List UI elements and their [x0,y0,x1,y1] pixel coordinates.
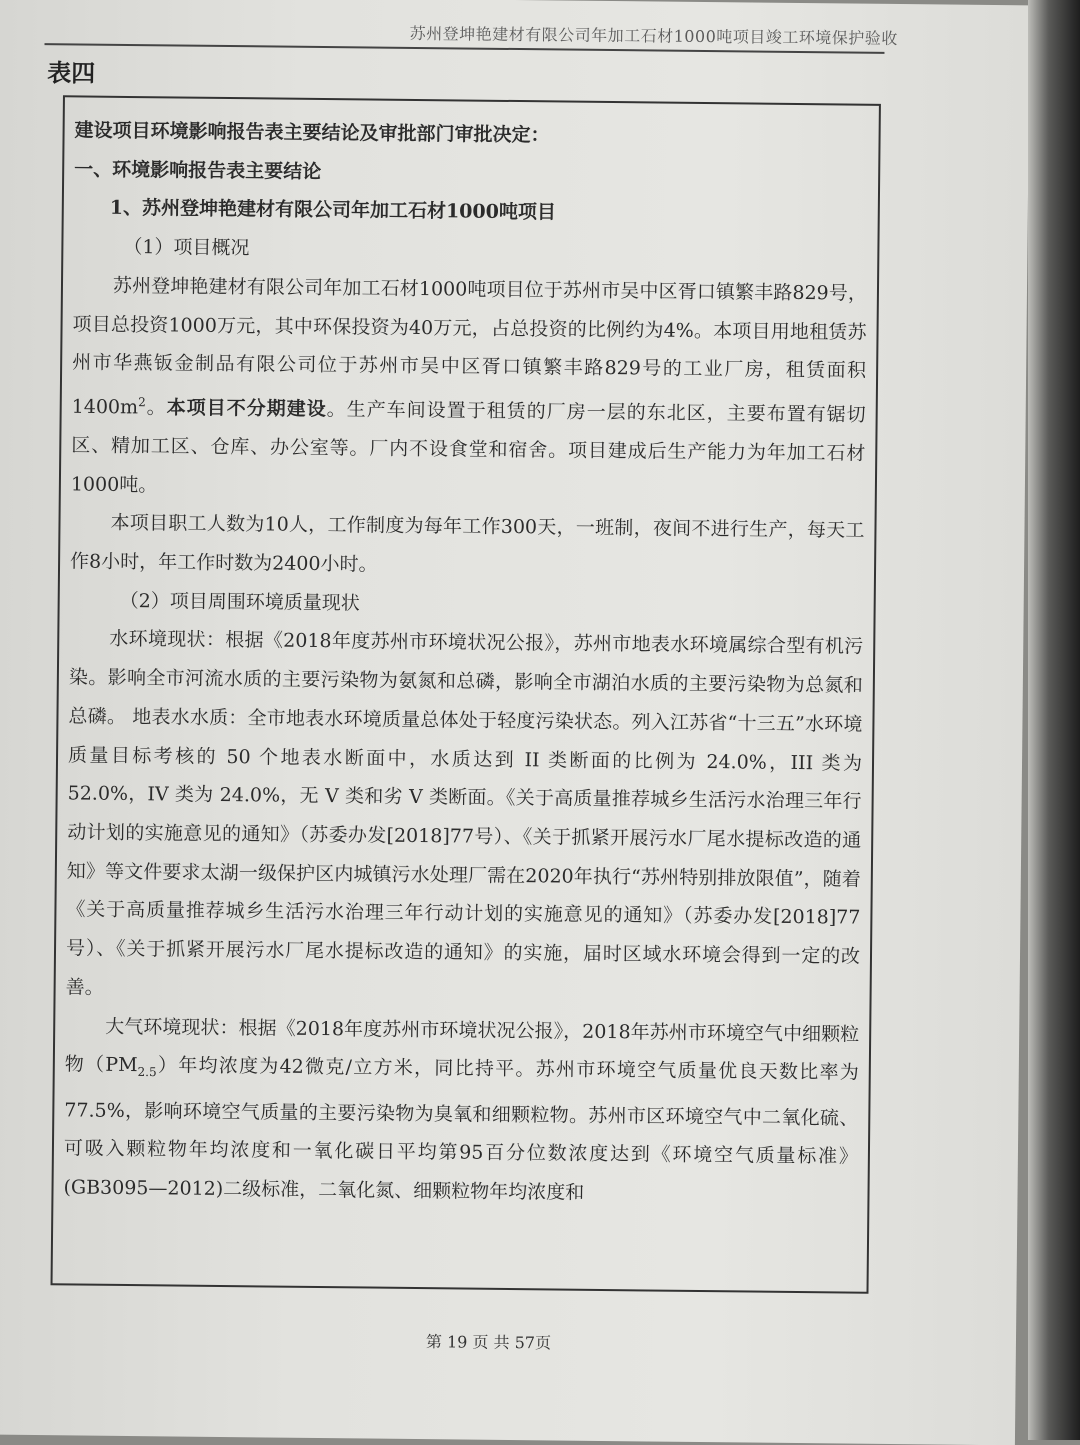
part1-para1-bold: 本项目不分期建设 [166,396,327,421]
section-subheading: 一、环境影响报告表主要结论 [74,158,322,183]
item-title: 1、苏州登坤艳建材有限公司年加工石材1000吨项目 [109,197,556,224]
air-para-text-b: ）年均浓度为42微克/立方米，同比持平。苏州市环境空气质量优良天数比率为 77.5%，影响环境空气质量的主要污染物为臭氧和细颗粒物。苏州市区环境空气中二氧化硫、可吸入颗粒物年均浓度和一氧化碳日平均第95百分位数浓度达到《环境空气质量标准》(GB3095—2012)二级标准，二氧化氮、细颗粒物年均浓度和 [63,1054,859,1204]
air-para-text-a: 大气环境现状：根据《2018年度苏州市环境状况公报》，2018年苏州市环境空气中细颗粒物（PM [64,1015,860,1077]
part2-title: （2）项目周围环境质量现状 [119,589,360,615]
content-frame [51,95,881,1294]
content-body [53,97,879,1215]
book-edge-shadow [1028,0,1080,1440]
running-title: 苏州登坤艳建材有限公司年加工石材1000吨项目竣工环境保护验收 [409,23,898,49]
section-heading: 建设项目环境影响报告表主要结论及审批部门审批决定： [74,119,550,147]
table-label: 表四 [47,58,96,88]
air-environment-paragraph [63,1007,859,1216]
pm-subscript: 2.5 [137,1065,157,1080]
part1-paragraph-1 [71,266,867,512]
page-footer: 第 19 页 共 57页 [425,1332,552,1353]
part1-para1-text-a: 苏州登坤艳建材有限公司年加工石材1000吨项目位于苏州市吴中区胥口镇繁丰路829号，项目总投资1000万元，其中环保投资为40万元，占总投资的比例约为4%。本项目用地租赁苏州市华燕钣金制品有限公司位于苏州市吴中区胥口镇繁丰路829号的工业厂房，租赁面积1400m [71,274,868,419]
part1-title: （1）项目概况 [123,236,250,260]
water-environment-paragraph: 水环境现状：根据《2018年度苏州市环境状况公报》，苏州市地表水环境属综合型有机污染。影响全市河流水质的主要污染物为氨氮和总磷，影响全市湖泊水质的主要污染物为总氮和总磷。 地表水水质：全市地表水环境质量总体处于轻度污染状态。列入江苏省“十三五”水环境质量目标考核的 50 个地表水断面中，水质达到 II 类断面的比例为 24.0%，III 类为 52.0%，IV 类为 24.0%，无 V 类和劣 V 类断面。《关于高质量推荐城乡生活污水治理三年行动计划的实施意见的通知》（苏委办发[2018]77号）、《关于抓紧开展污水厂尾水提标改造的通知》等文件要求太湖一级保护区内城镇污水处理厂需在2020年执行“苏州特别排放限值”，随着《关于高质量推荐城乡生活污水治理三年行动计划的实施意见的通知》（苏委办发[2018]77 号）、《关于抓紧开展污水厂尾水提标改造的通知》的实施，届时区域水环境会得到一定的改善。 [65,628,864,999]
part1-para1-text-b: 。 [145,396,167,419]
part1-paragraph-2: 本项目职工人数为10人，工作制度为每年工作300天，一班制，夜间不进行生产，每天工作8小时，年工作时数为2400小时。 [69,512,865,576]
part1-para1-text-c: 。生产车间设置于租赁的厂房一层的东北区，主要布置有锯切区、精加工区、仓库、办公室等。厂内不设食堂和宿舍。项目建成后生产能力为年加工石材1000吨。 [70,398,866,496]
area-unit-superscript: 2 [138,394,146,410]
